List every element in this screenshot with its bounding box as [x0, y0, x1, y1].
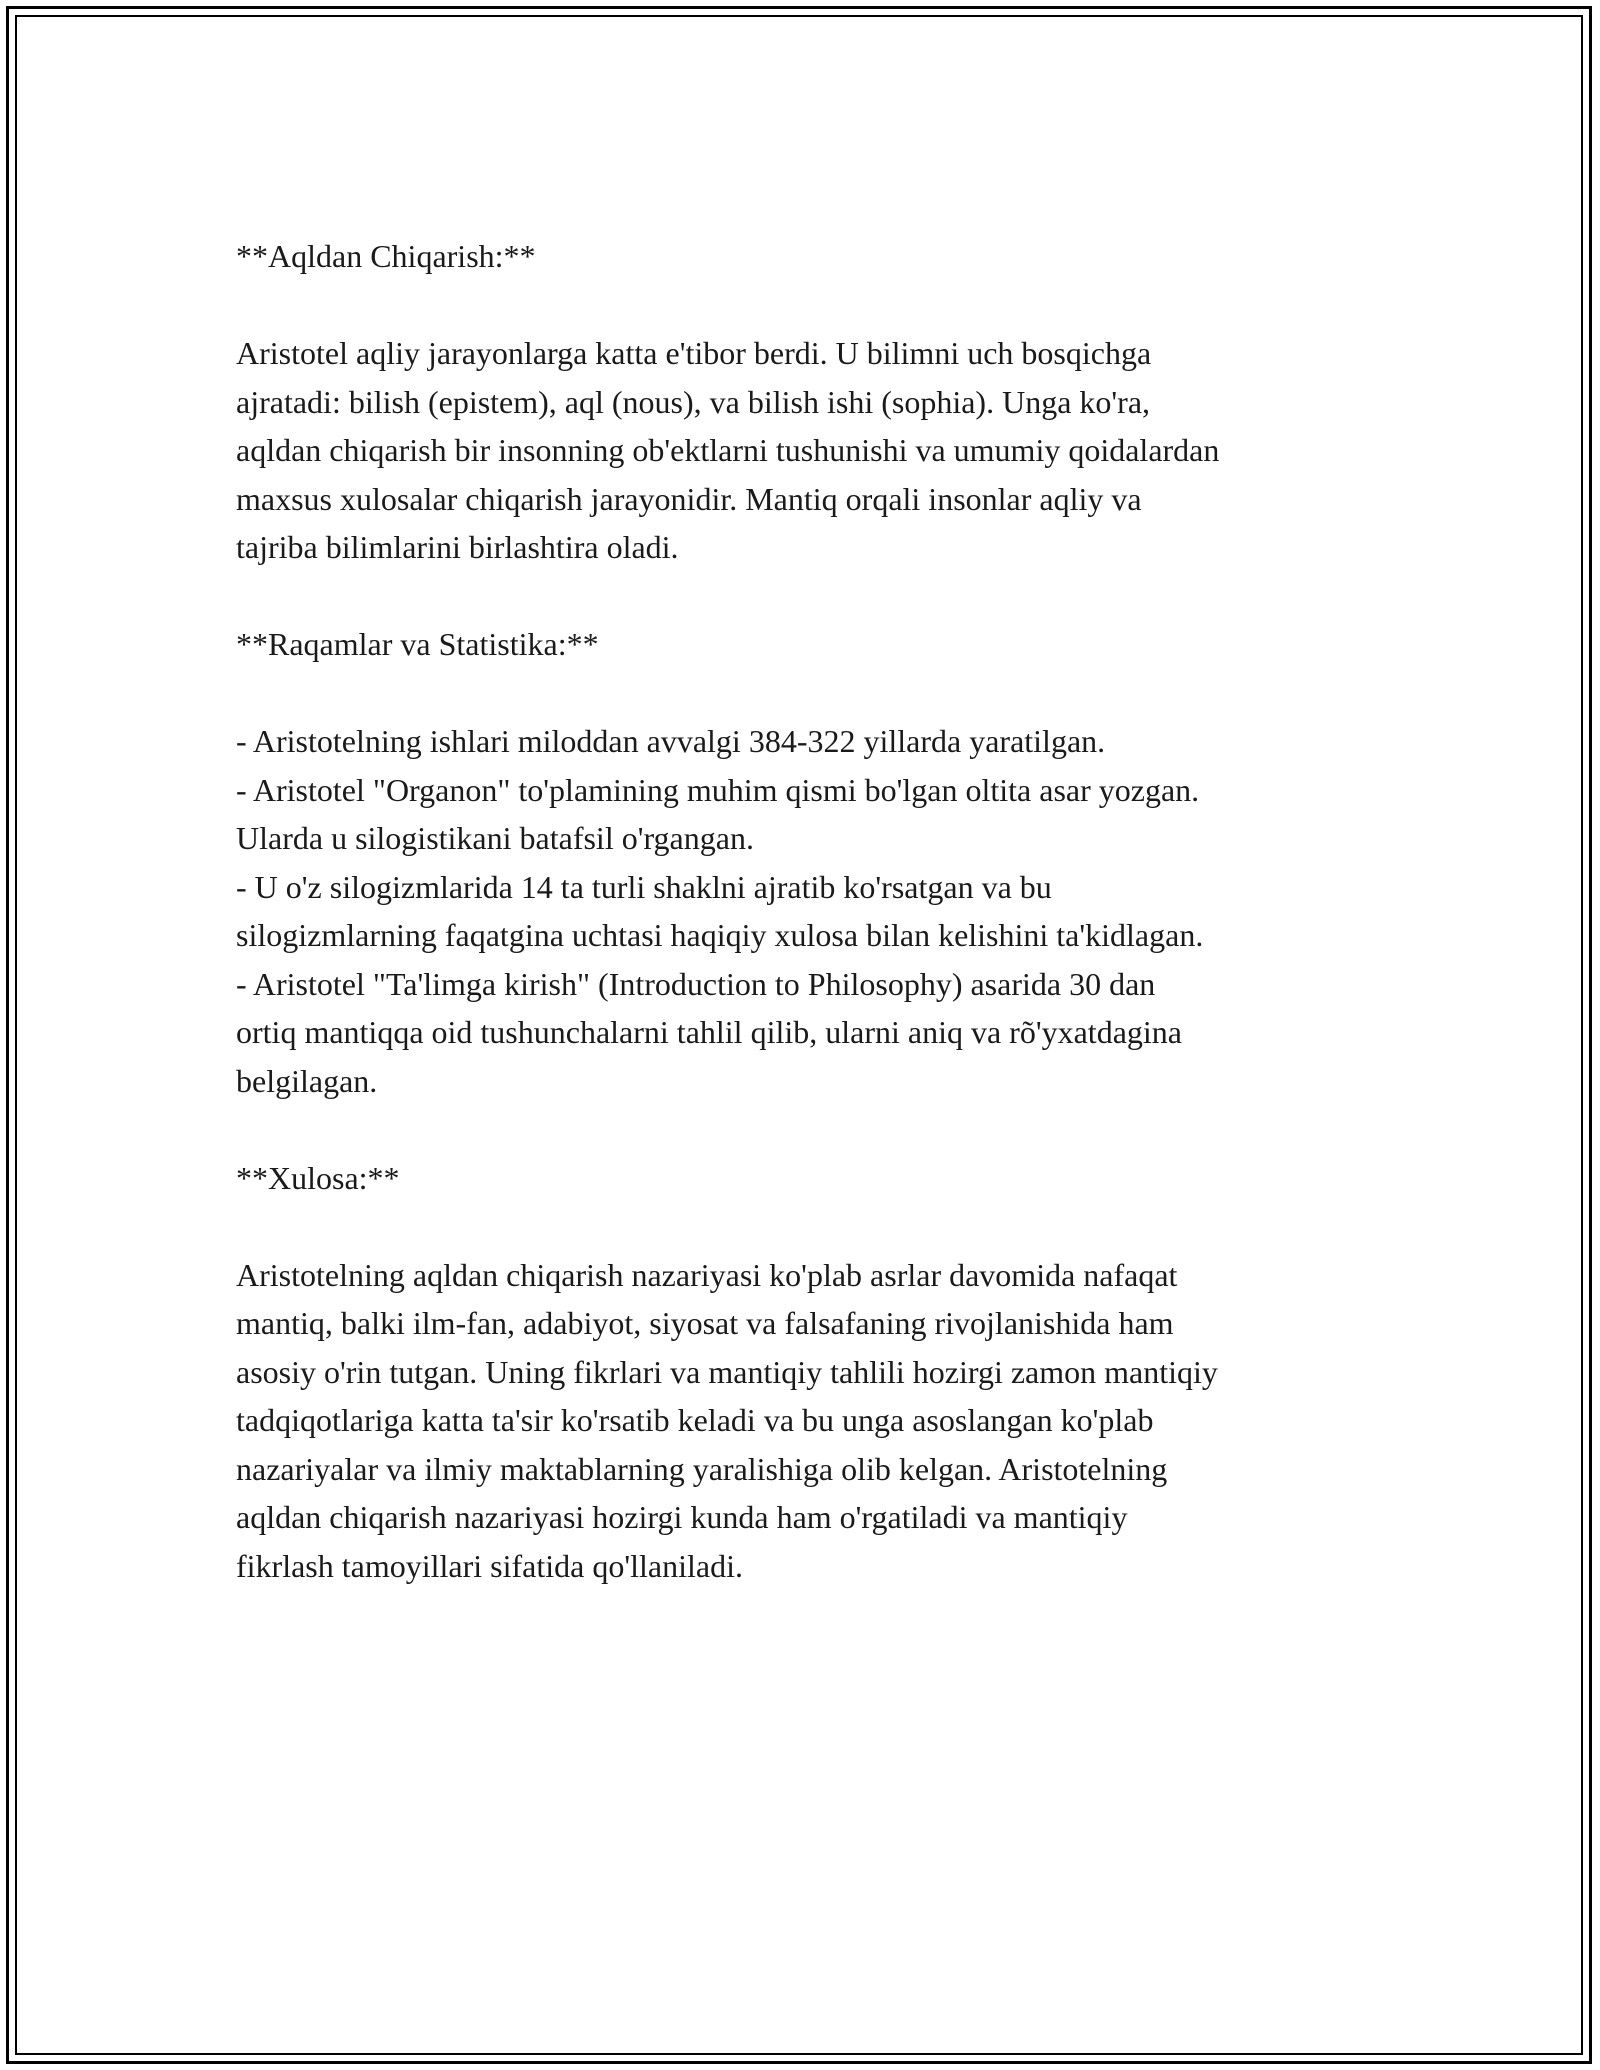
section-heading-xulosa: **Xulosa:**	[236, 1159, 400, 1196]
text-line: mantiq, balki ilm-fan, adabiyot, siyosat va falsafaning rivojlanishida ham	[236, 1305, 1174, 1341]
list-item-line: - U o'z silogizmlarida 14 ta turli shaklni ajratib ko'rsatgan va bu	[236, 868, 1052, 905]
text-line: ajratadi: bilish (epistem), aql (nous), va bilish ishi (sophia). Unga ko'ra,	[236, 383, 1151, 420]
section-heading-raqamlar-va-statistika: **Raqamlar va Statistika:**	[236, 626, 599, 662]
list-item-line: - Aristotel "Ta'limga kirish" (Introduction to Philosophy) asarida 30 dan	[236, 965, 1156, 1002]
list-raqamlar-va-statistika	[236, 717, 1386, 1105]
list-item-line: silogizmlarning faqatgina uchtasi haqiqiy xulosa bilan kelishini ta'kidlagan.	[236, 917, 1204, 953]
text-line: tadqiqotlariga katta ta'sir ko'rsatib keladi va bu unga asoslangan ko'plab	[236, 1402, 1154, 1438]
text-line: nazariyalar va ilmiy maktablarning yaralishiga olib kelgan. Aristotelning	[236, 1450, 1168, 1487]
list-item-line: Ularda u silogistikani batafsil o'rgangan.	[236, 820, 754, 856]
paragraph-xulosa	[236, 1251, 1386, 1591]
text-line: asosiy o'rin tutgan. Uning fikrlari va mantiqiy tahlili hozirgi zamon mantiqiy	[236, 1353, 1218, 1390]
text-line: aqldan chiqarish nazariyasi hozirgi kunda ham o'rgatiladi va mantiqiy	[236, 1499, 1128, 1535]
text-line: tajriba bilimlarini birlashtira oladi.	[236, 529, 679, 565]
list-item-line: - Aristotelning ishlari miloddan avvalgi 384-322 yillarda yaratilgan.	[236, 723, 1106, 759]
list-item-line: ortiq mantiqqa oid tushunchalarni tahlil qilib, ularni aniq va rõ'yxatdagina	[236, 1014, 1182, 1050]
list-item-line: belgilagan.	[236, 1062, 378, 1099]
paragraph-aqldan-chiqarish	[236, 329, 1386, 572]
text-line: Aristotel aqliy jarayonlarga katta e'tibor berdi. U bilimni uch bosqichga	[236, 335, 1152, 371]
text-line: aqldan chiqarish bir insonning ob'ektlarni tushunishi va umumiy qoidalardan	[236, 432, 1220, 468]
text-line: maxsus xulosalar chiqarish jarayonidir. Mantiq orqali insonlar aqliy va	[236, 480, 1142, 517]
document-body	[236, 232, 1386, 1590]
text-line: Aristotelning aqldan chiqarish nazariyasi ko'plab asrlar davomida nafaqat	[236, 1256, 1178, 1293]
text-line: fikrlash tamoyillari sifatida qo'llaniladi.	[236, 1547, 743, 1584]
list-item-line: - Aristotel "Organon" to'plamining muhim qismi bo'lgan oltita asar yozgan.	[236, 771, 1200, 808]
section-heading-aqldan-chiqarish: **Aqldan Chiqarish:**	[236, 238, 536, 274]
